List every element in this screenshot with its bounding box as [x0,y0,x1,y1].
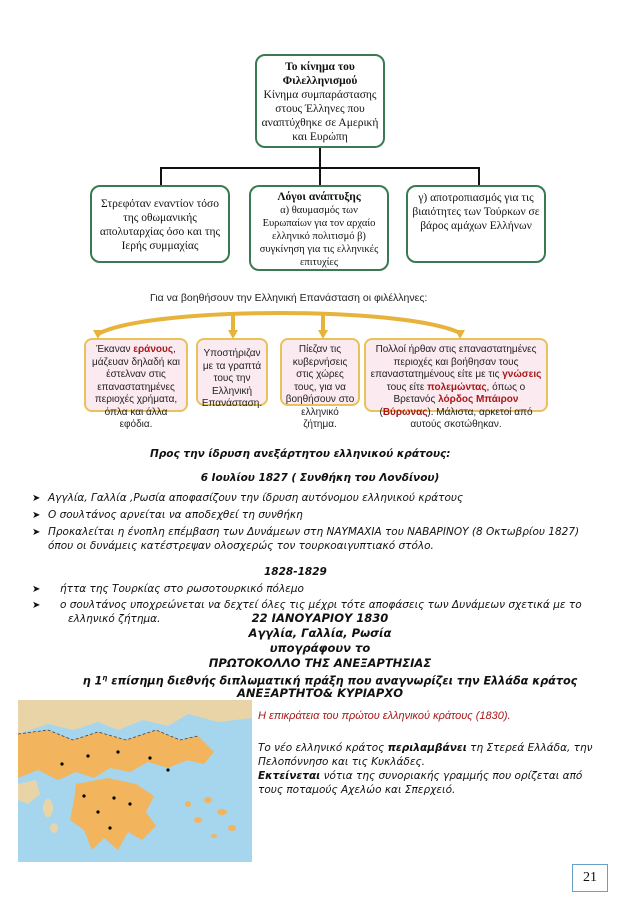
date-london-treaty [140,472,500,485]
diagram-left-box [90,185,230,263]
protocol-description-sup: η [102,674,108,682]
help-box-4-keyword-knowledge: γνώσεις [502,369,542,380]
heading-independence [150,448,490,461]
help-box-3-text: Πίεζαν τις κυβερνήσεις στις χώρες τους, για να βοηθήσουν στο ελληνικό ζήτημα. [285,344,355,430]
map-city-dot [148,756,151,759]
bullet-arrow-icon: ➤ [32,493,41,504]
help-box-fundraising [84,338,188,430]
bullet-2-2: ο σουλτάνος υποχρεώνεται να δεχτεί όλες τις μέχρι τότε αποφάσεις των Δυνάμεων σχετικά με το [60,599,582,611]
page-number: 21 [572,864,608,892]
map-city-dot [82,794,85,797]
map-p1-keyword: περιλαμβάνει [387,742,467,754]
map-cyclades-3 [194,817,202,823]
bullet-arrow-icon: ➤ [32,584,41,595]
map-cyclades-2 [217,809,227,815]
diagram-middle-box [249,185,389,271]
map-city-dot [108,826,111,829]
bullet-arrow-icon: ➤ [32,600,41,611]
connector-right [478,167,480,185]
years-text: 1828-1829 [264,566,327,578]
map-heading-text: Η επικράτεια του πρώτου ελληνικού κράτους [258,710,476,722]
diagram-top-text: Κίνημα συμπαράστασης στους Έλληνες που αναπτύχθηκε σε Αμερική και Ευρώπη [261,89,379,143]
protocol-powers: Αγγλία, Γαλλία, Ρωσία [248,626,392,640]
map-cyclades-1 [204,797,212,803]
diagram-left-text: Στρεφόταν εναντίον τόσο της οθωμανικής απολυταρχίας όσο και της Ιερής συμμαχίας [99,198,221,252]
help-box-pressure [280,338,360,430]
bullet-arrow-icon: ➤ [32,510,41,521]
diagram-middle-title: Λόγοι ανάπτυξης [277,191,361,203]
bullet-1-2: Ο σουλτάνος αρνείται να αποδεχθεί τη συνθήκη [48,509,303,521]
help-box-volunteers [364,338,548,430]
diagram-top-box [255,54,385,148]
help-box-4-keyword-byron: λόρδος Μπάιρον [438,394,519,405]
map-island-zakynthos [50,823,58,833]
map-heading-year: (1830) [475,710,508,722]
diagram-right-box [406,185,546,263]
map-p1-c: τη Στερεά Ελλάδα, την Πελοπόννησο και τις Κυκλάδες. [258,742,593,768]
years-1828-1829 [264,566,384,579]
map-city-dot [166,768,169,771]
map-cyclades-4 [228,825,236,831]
help-box-4-text-c: τους είτε [386,381,428,393]
greece-1830-map [18,700,252,862]
help-box-1-keyword: εράνους [133,344,174,355]
protocol-status: ΑΝΕΞΑΡΤΗΤΟ& ΚΥΡΙΑΡΧΟ [236,686,403,700]
map-island-kefalonia [43,799,53,817]
protocol-date: 22 ΙΑΝΟΥΑΡΙΟΥ 1830 [251,611,389,625]
protocol-description-b: επίσημη διεθνής διπλωματική πράξη που αναγνωρίζει την Ελλάδα κράτος [107,674,578,688]
bullet-1-3: Προκαλείται η ένοπλη επέμβαση των Δυνάμεων στη ΝΑΥΜΑΧΙΑ του ΝΑΒΑΡΙΝΟΥ (8 Οκτωβρίου 1827) [48,526,580,538]
help-box-4-text-a: Πολλοί ήρθαν στις επαναστατημένες περιοχές και βοήθησαν τους επαναστατημένους είτε με τις [370,344,537,380]
map-city-dot [60,762,63,765]
map-paragraph-1 [258,742,608,769]
map-cyclades-5 [211,834,217,838]
protocol-title: ΠΡΩΤΟΚΟΛΛΟ ΤΗΣ ΑΝΕΞΑΡΤΗΣΙΑΣ [208,656,432,670]
help-box-1-text-a: Έκαναν [96,344,134,355]
map-p1-a: Το νέο ελληνικό κράτος [258,742,388,754]
map-city-dot [112,796,115,799]
help-arrow-arc [90,300,470,342]
connector-left [160,167,162,185]
map-city-dot [116,750,119,753]
map-city-dot [86,754,89,757]
help-box-4-keyword-vyronas: Βύρωνας [382,406,428,418]
help-box-writings [196,338,268,409]
help-box-4-text-i: ). Μάλιστα, αρκετοί από αυτούς σκοτώθηκαν. [410,406,533,430]
help-box-2-text: Υποστήριζαν με τα γραπτά τους την Ελληνική Επανάσταση. [201,348,263,409]
connector-middle [319,167,321,185]
map-city-dot [128,802,131,805]
help-heading: Για να βοηθήσουν την Ελληνική Επανάσταση οι φιλέλληνες: [150,292,428,304]
protocol-sign: υπογράφουν το [269,641,371,655]
diagram-middle-text: α) θαυμασμός των Ευρωπαίων για τον αρχαίο ελληνικό πολιτισμό β) συγκίνηση για τις ελληνικές επιτυχίες [259,205,379,268]
bullet-arrow-icon: ➤ [32,527,41,538]
diagram-top-title: Το κίνημα του Φιλελληνισμού [282,61,358,87]
help-box-4-text-g: ( [379,406,383,418]
help-arrow-arc-path [98,313,462,334]
heading-independence-text: Προς την ίδρυση ανεξάρτητου ελληνικού κράτους: [150,448,451,460]
bullet-2-1: ήττα της Τουρκίας στο ρωσοτουρκικό πόλεμο [60,583,304,595]
bullet-1-3-continued: όπου οι δυνάμεις κατέστρεψαν ολοσχερώς τον τουρκοαιγυπτιακό στόλο. [48,540,434,552]
help-box-4-text-e: , όπως ο Βρετανός [393,381,526,405]
map-heading-period: . [507,710,511,722]
bullet-2-2-continued: ελληνικό ζήτημα. [68,613,161,625]
map-p2-keyword: Εκτείνεται [258,770,321,782]
diagram-right-text: γ) αποτροπιασμός για τις βιαιότητες των Τούρκων σε βάρος αμάχων Ελλήνων [412,192,540,232]
map-cyclades-6 [185,801,191,807]
protocol-description-a: η 1 [82,674,103,688]
bullet-1-1: Αγγλία, Γαλλία ,Ρωσία αποφασίζουν την ίδρυση αυτόνομου ελληνικού κράτους [48,492,464,504]
connector-vertical [319,148,321,168]
map-heading [258,710,608,722]
map-paragraph-2 [258,770,608,797]
help-box-4-keyword-fighting: πολεμώντας [427,381,487,393]
map-p2-b: νότια της συνοριακής γραμμής που ορίζεται από τους ποταμούς Αχελώο και Σπερχειό. [258,770,583,796]
help-box-1-text-c: , μάζευαν δηλαδή και έστελναν στις επαναστατημένες περιοχές χρήματα, όπλα και άλλα εφόδια. [92,344,180,430]
date-london-treaty-text: 6 Ιουλίου 1827 ( Συνθήκη του Λονδίνου) [200,472,440,484]
map-svg [18,700,252,862]
map-city-dot [96,810,99,813]
